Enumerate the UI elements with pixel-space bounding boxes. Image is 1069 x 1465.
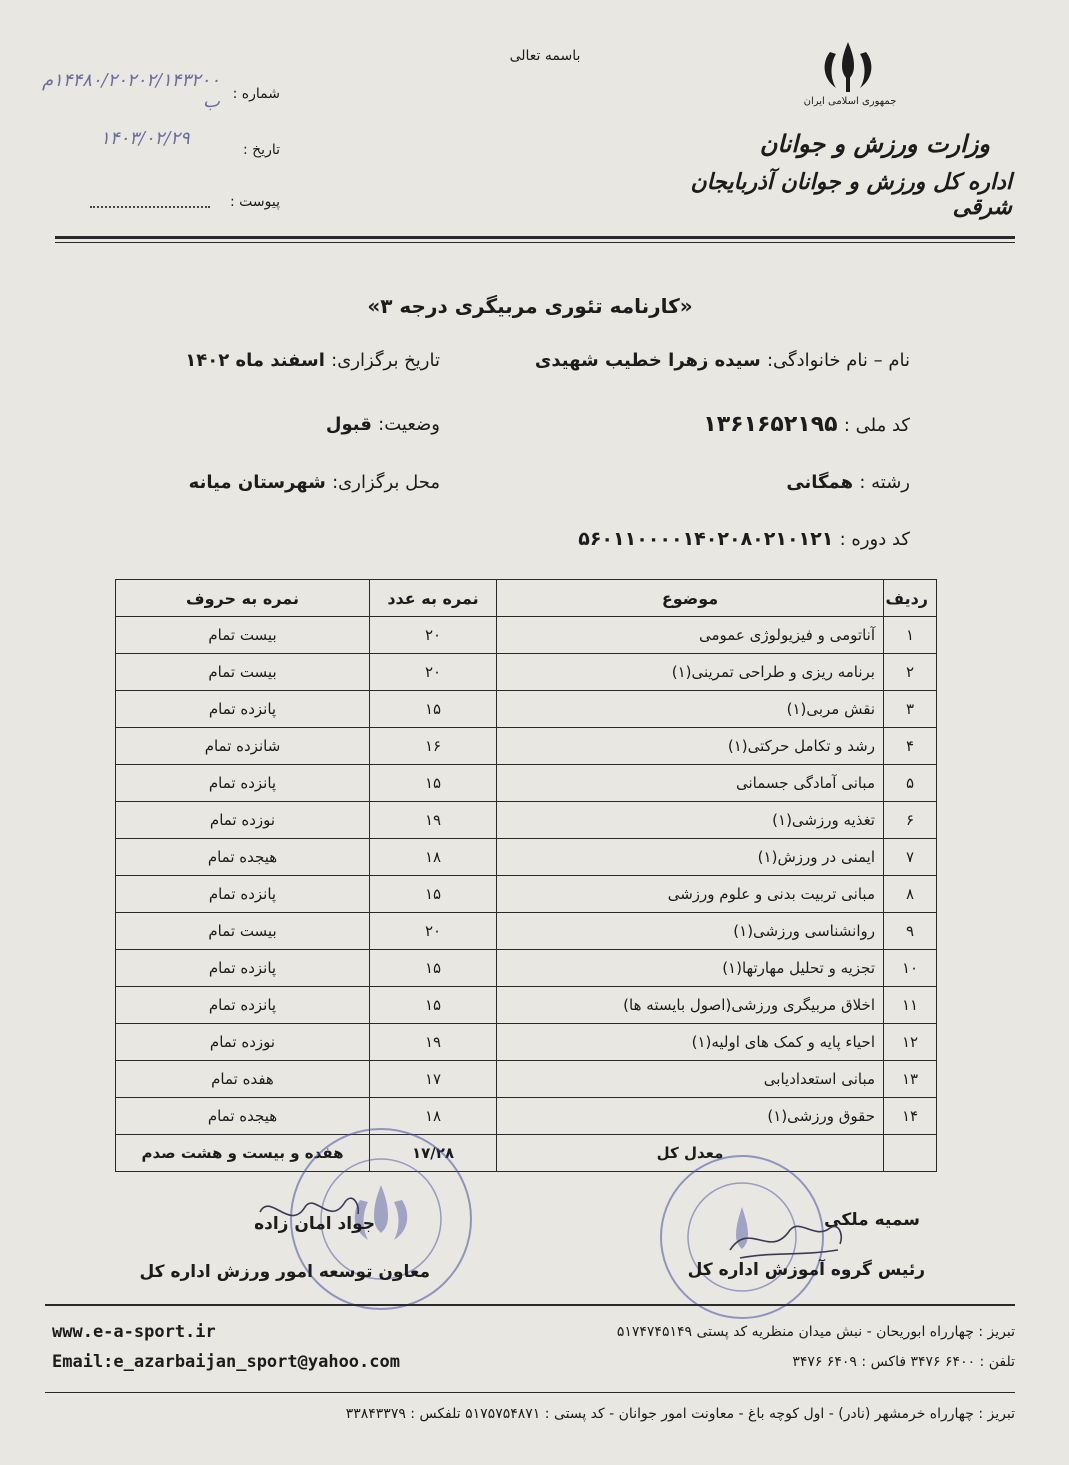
- row-number: ۱: [884, 617, 937, 654]
- status-label: وضعیت:: [378, 414, 440, 435]
- date-held-label: تاریخ برگزاری:: [331, 350, 440, 371]
- course-code-value: ۵۶۰۱۱۰۰۰۰۱۴۰۲۰۸۰۲۱۰۱۲۱: [578, 528, 834, 550]
- table-row: [116, 950, 937, 987]
- status-row: [260, 414, 440, 435]
- table-row: [116, 1098, 937, 1135]
- total-words: هفده و بیست و هشت صدم: [116, 1135, 370, 1172]
- footer-divider-2: [45, 1392, 1015, 1393]
- row-number: ۳: [884, 691, 937, 728]
- course-code-label: کد دوره :: [839, 529, 910, 550]
- row-number: ۸: [884, 876, 937, 913]
- right-signatory-name: سمیه ملکی: [824, 1210, 920, 1230]
- subject: رشد و تکامل حرکتی(۱): [497, 728, 884, 765]
- row-number: ۱۴: [884, 1098, 937, 1135]
- score-number: ۱۵: [370, 987, 497, 1024]
- score-words: بیست تمام: [116, 654, 370, 691]
- subject: ایمنی در ورزش(۱): [497, 839, 884, 876]
- table-row: [116, 1061, 937, 1098]
- total-row-blank: [884, 1135, 937, 1172]
- row-number: ۱۱: [884, 987, 937, 1024]
- footer-phone-1: تلفن : ۶۴۰۰ ۳۴۷۶ فاکس : ۶۴۰۹ ۳۴۷۶: [792, 1354, 1015, 1370]
- course-code-row: [540, 528, 910, 550]
- table-row: [116, 654, 937, 691]
- name-label: نام – نام خانوادگی:: [766, 350, 910, 371]
- number-label: شماره :: [232, 86, 280, 102]
- date-value: ۱۴۰۳/۰۲/۲۹: [100, 128, 190, 149]
- row-number: ۱۲: [884, 1024, 937, 1061]
- footer-divider: [45, 1304, 1015, 1306]
- header-score-number: نمره به عدد: [370, 580, 497, 617]
- score-words: پانزده تمام: [116, 765, 370, 802]
- name-row: [500, 350, 910, 371]
- score-number: ۱۹: [370, 802, 497, 839]
- left-signatory-title: معاون توسعه امور ورزش اداره کل: [139, 1262, 430, 1282]
- status-value: قبول: [325, 414, 372, 435]
- row-number: ۲: [884, 654, 937, 691]
- score-words: پانزده تمام: [116, 876, 370, 913]
- subject: مبانی استعدادیابی: [497, 1061, 884, 1098]
- score-words: نوزده تمام: [116, 1024, 370, 1061]
- ministry-name: وزارت ورزش و جوانان: [759, 130, 990, 158]
- score-words: هفده تمام: [116, 1061, 370, 1098]
- row-number: ۷: [884, 839, 937, 876]
- table-row: [116, 839, 937, 876]
- left-signature: [250, 1182, 370, 1242]
- score-words: پانزده تمام: [116, 950, 370, 987]
- score-number: ۱۷: [370, 1061, 497, 1098]
- right-signature: [720, 1210, 850, 1270]
- header-subject: موضوع: [497, 580, 884, 617]
- subject: آناتومی و فیزیولوژی عمومی: [497, 617, 884, 654]
- subject: احیاء پایه و کمک های اولیه(۱): [497, 1024, 884, 1061]
- table-row: [116, 691, 937, 728]
- name-value: سیده زهرا خطیب شهیدی: [534, 350, 761, 371]
- field-value: همگانی: [786, 472, 854, 493]
- table-row: [116, 728, 937, 765]
- grades-table: [115, 579, 937, 1172]
- score-words: پانزده تمام: [116, 691, 370, 728]
- subject: برنامه ریزی و طراحی تمرینی(۱): [497, 654, 884, 691]
- table-row: [116, 765, 937, 802]
- national-id-label: کد ملی :: [843, 415, 910, 436]
- header-divider: [55, 236, 1015, 239]
- emblem-caption: جمهوری اسلامی ایران: [803, 96, 897, 107]
- table-row: [116, 987, 937, 1024]
- subject: روانشناسی ورزشی(۱): [497, 913, 884, 950]
- total-score: ۱۷/۲۸: [370, 1135, 497, 1172]
- score-words: بیست تمام: [116, 617, 370, 654]
- attachment-dots: [90, 206, 210, 208]
- subject: اخلاق مربیگری ورزشی(اصول بایسته ها): [497, 987, 884, 1024]
- date-label: تاریخ :: [242, 142, 280, 158]
- right-signatory-title: رئیس گروه آموزش اداره کل: [687, 1260, 925, 1280]
- subject: تجزیه و تحلیل مهارتها(۱): [497, 950, 884, 987]
- date-held-row: [160, 350, 440, 371]
- score-number: ۱۹: [370, 1024, 497, 1061]
- row-number: ۱۰: [884, 950, 937, 987]
- row-number: ۹: [884, 913, 937, 950]
- score-number: ۱۵: [370, 691, 497, 728]
- score-words: شانزده تمام: [116, 728, 370, 765]
- row-number: ۵: [884, 765, 937, 802]
- row-number: ۴: [884, 728, 937, 765]
- number-value: ۱۴۴۸۰/۲۰۲۰۲/۱۴۳۲۰۰م ب: [42, 70, 220, 112]
- score-number: ۱۸: [370, 839, 497, 876]
- score-words: پانزده تمام: [116, 987, 370, 1024]
- table-row: [116, 1024, 937, 1061]
- row-number: ۱۳: [884, 1061, 937, 1098]
- footer-website[interactable]: www.e-a-sport.ir: [52, 1322, 216, 1342]
- emblem-icon: [808, 38, 888, 98]
- header-divider-thin: [55, 242, 1015, 243]
- header-score-words: نمره به حروف: [116, 580, 370, 617]
- table-row: [116, 802, 937, 839]
- subject: تغذیه ورزشی(۱): [497, 802, 884, 839]
- location-row: [160, 472, 440, 493]
- total-label: معدل کل: [497, 1135, 884, 1172]
- table-row: [116, 913, 937, 950]
- subject: مبانی آمادگی جسمانی: [497, 765, 884, 802]
- document-title: «کارنامه تئوری مربیگری درجه ۳»: [367, 294, 693, 318]
- national-id-value: ۱۳۶۱۶۵۲۱۹۵: [703, 412, 838, 437]
- score-words: هیجده تمام: [116, 839, 370, 876]
- score-words: بیست تمام: [116, 913, 370, 950]
- left-signatory-name: جواد امان زاده: [254, 1214, 375, 1234]
- location-label: محل برگزاری:: [332, 472, 440, 493]
- row-number: ۶: [884, 802, 937, 839]
- table-header-row: [116, 580, 937, 617]
- score-number: ۲۰: [370, 654, 497, 691]
- location-value: شهرستان میانه: [188, 472, 326, 493]
- field-label: رشته :: [859, 472, 910, 493]
- table-row: [116, 876, 937, 913]
- office-name: اداره کل ورزش و جوانان آذربایجان شرقی: [690, 170, 1012, 220]
- subject: مبانی تربیت بدنی و علوم ورزشی: [497, 876, 884, 913]
- table-row: [116, 617, 937, 654]
- score-words: نوزده تمام: [116, 802, 370, 839]
- footer-address-2: تبریز : چهارراه خرمشهر (نادر) - اول کوچه باغ - معاونت امور جوانان - کد پستی : ۵۱۷۵۷۵۴۸۷۱ تلفکس : ۳۳۸۴۳۳۷۹: [345, 1406, 1015, 1422]
- field-row: [640, 472, 910, 493]
- date-held-value: اسفند ماه ۱۴۰۲: [185, 350, 325, 371]
- subject: حقوق ورزشی(۱): [497, 1098, 884, 1135]
- header-row-number: ردیف: [884, 580, 937, 617]
- score-number: ۱۸: [370, 1098, 497, 1135]
- attachment-label: پیوست :: [230, 194, 280, 210]
- score-number: ۱۵: [370, 765, 497, 802]
- score-number: ۱۵: [370, 876, 497, 913]
- national-id-row: [600, 412, 910, 437]
- footer-address-1: تبریز : چهارراه ابوریحان - نبش میدان منظریه کد پستی ۵۱۷۴۷۴۵۱۴۹: [616, 1324, 1015, 1340]
- score-number: ۲۰: [370, 913, 497, 950]
- subject: نقش مربی(۱): [497, 691, 884, 728]
- bismillah: باسمه تعالی: [509, 48, 581, 64]
- score-number: ۱۶: [370, 728, 497, 765]
- score-number: ۱۵: [370, 950, 497, 987]
- score-words: هیجده تمام: [116, 1098, 370, 1135]
- score-number: ۲۰: [370, 617, 497, 654]
- footer-email[interactable]: Email:e_azarbaijan_sport@yahoo.com: [52, 1352, 400, 1372]
